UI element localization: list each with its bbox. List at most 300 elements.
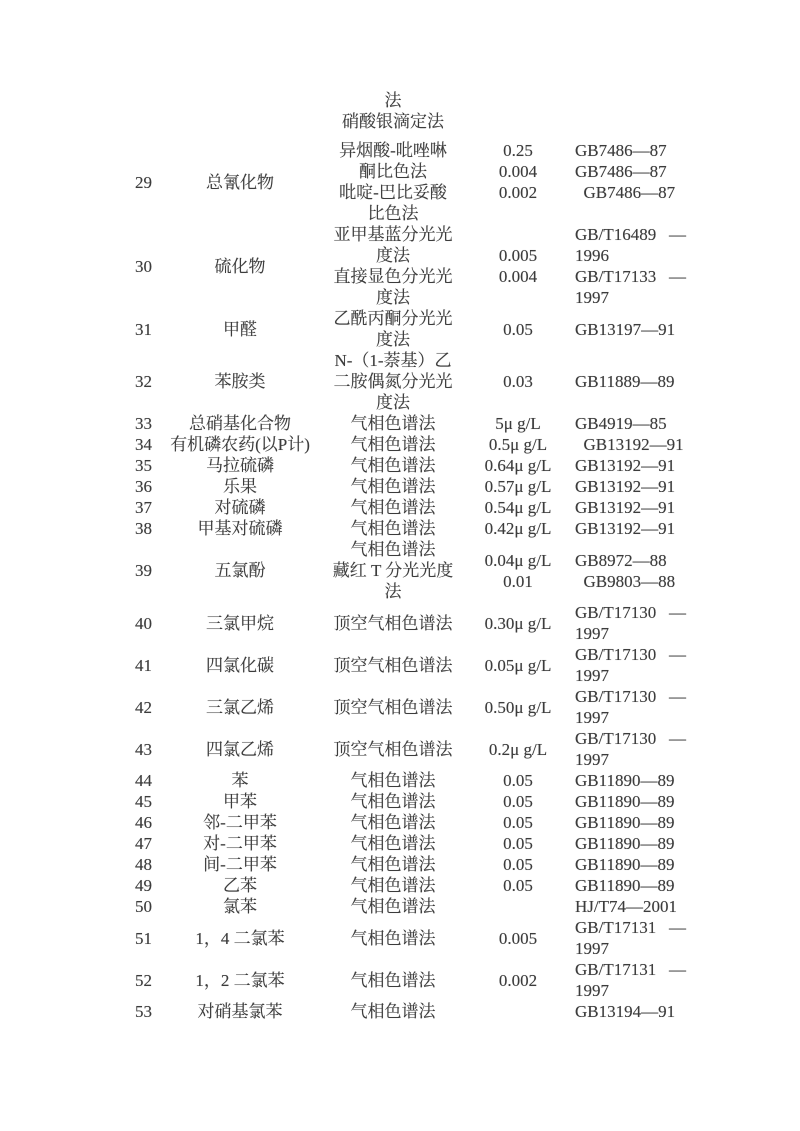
method-cell <box>313 896 473 917</box>
item-name <box>167 497 313 518</box>
item-name <box>167 1001 313 1022</box>
detection-limit-cell <box>473 140 563 224</box>
standard-code-cell-line: GB11890—89 <box>575 855 675 874</box>
row-number-text: 32 <box>135 372 152 391</box>
standard-code-cell-line: 1997 <box>575 624 609 643</box>
row-number <box>135 140 167 224</box>
item-name-text: 对硝基氯苯 <box>197 1002 283 1021</box>
standard-code-cell <box>575 959 695 1001</box>
column-spacer <box>563 791 575 812</box>
table-row <box>135 224 695 308</box>
method-cell-line: 气相色谱法 <box>350 928 436 948</box>
standard-code-cell-line: GB13192—91 <box>575 477 676 496</box>
detection-limit-cell <box>473 686 563 728</box>
detection-limit-cell-line: 0.05 <box>503 855 533 874</box>
standard-code-cell-line: GB/T17130 — <box>575 687 686 706</box>
column-spacer <box>563 413 575 434</box>
column-spacer <box>563 308 575 350</box>
table-row <box>135 539 695 602</box>
standard-code-cell-line: HJ/T74—2001 <box>575 897 677 916</box>
item-name <box>167 833 313 854</box>
detection-limit-cell-line: 0.03 <box>503 372 533 391</box>
detection-limit-cell-line: 0.04μ g/L <box>484 550 552 570</box>
standard-code-cell <box>575 770 695 791</box>
row-number-text: 42 <box>135 697 152 717</box>
standard-code-cell <box>575 434 695 455</box>
table-row <box>135 917 695 959</box>
table-row <box>135 812 695 833</box>
table-row <box>135 770 695 791</box>
standard-code-cell <box>575 875 695 896</box>
detection-limit-cell <box>473 224 563 308</box>
row-number <box>135 434 167 455</box>
standard-code-cell-line: 1997 <box>575 981 609 1000</box>
detection-limit-cell <box>473 770 563 791</box>
standard-code-cell-line: GB7486—87 <box>575 141 667 160</box>
standard-code-cell-line: 1997 <box>575 288 609 307</box>
detection-limit-cell <box>473 308 563 350</box>
item-name-text: 有机磷农药(以P计) <box>170 435 310 454</box>
standard-code-cell <box>575 350 695 413</box>
item-name-text <box>167 101 313 122</box>
standard-code-cell-line: GB8972—88 <box>575 550 667 570</box>
item-name-text: 苯 <box>231 771 249 790</box>
row-number <box>135 497 167 518</box>
detection-limit-cell <box>473 434 563 455</box>
table-row <box>135 959 695 1001</box>
standard-code-cell <box>575 90 695 132</box>
method-cell <box>313 686 473 728</box>
column-spacer <box>563 455 575 476</box>
item-name <box>167 434 313 455</box>
method-cell <box>313 434 473 455</box>
method-cell <box>313 644 473 686</box>
column-spacer <box>563 896 575 917</box>
item-name-text: 间-二甲苯 <box>203 855 277 874</box>
standard-code-cell <box>575 1001 695 1022</box>
table-row <box>135 434 695 455</box>
column-spacer <box>563 434 575 455</box>
method-cell <box>313 350 473 413</box>
detection-limit-cell-line: 0.30μ g/L <box>484 613 552 633</box>
detection-limit-cell-line: 0.2μ g/L <box>488 739 548 759</box>
detection-limit-cell-line: 0.05 <box>503 771 533 790</box>
detection-limit-cell <box>473 959 563 1001</box>
row-number <box>135 875 167 896</box>
row-number-text: 49 <box>135 876 152 895</box>
row-number <box>135 770 167 791</box>
row-number <box>135 917 167 959</box>
detection-limit-cell-line: 0.005 <box>498 928 538 948</box>
row-number <box>135 476 167 497</box>
table-row <box>135 308 695 350</box>
item-name-text: 1，2 二氯苯 <box>195 970 285 990</box>
row-number <box>135 728 167 770</box>
method-cell-line: 气相色谱法 <box>350 897 436 916</box>
detection-limit-cell <box>473 791 563 812</box>
detection-limit-cell <box>473 90 563 132</box>
row-number-text: 45 <box>135 792 152 811</box>
column-spacer <box>563 602 575 644</box>
item-name <box>167 875 313 896</box>
method-cell-line: 酮比色法 <box>359 162 427 181</box>
method-cell <box>313 539 473 602</box>
method-cell-line: 气相色谱法 <box>350 771 436 790</box>
method-cell-line: 藏红 T 分光光度 <box>332 561 454 580</box>
method-cell <box>313 413 473 434</box>
row-number-text: 37 <box>135 498 152 517</box>
row-number-text: 36 <box>135 477 152 496</box>
standard-code-cell-line: GB/T17130 — <box>575 603 686 622</box>
item-name-text: 乐果 <box>223 477 257 496</box>
item-name-text: 四氯化碳 <box>206 655 274 675</box>
row-number <box>135 308 167 350</box>
row-number <box>135 812 167 833</box>
row-number <box>135 686 167 728</box>
method-cell <box>313 518 473 539</box>
method-cell-line: 顶空气相色谱法 <box>333 613 453 633</box>
column-spacer <box>563 539 575 602</box>
standard-code-cell <box>575 539 695 602</box>
column-spacer <box>563 497 575 518</box>
method-cell-line: 气相色谱法 <box>350 519 436 538</box>
detection-limit-cell <box>473 455 563 476</box>
row-number-text: 33 <box>135 414 152 433</box>
method-cell-line: 气相色谱法 <box>350 855 436 874</box>
standard-code-cell-line: GB11890—89 <box>575 792 675 811</box>
standard-code-cell <box>575 854 695 875</box>
detection-limit-cell-line: 0.57μ g/L <box>484 477 552 496</box>
item-name <box>167 90 313 132</box>
table-row <box>135 833 695 854</box>
method-cell-line: 气相色谱法 <box>350 435 436 454</box>
item-name-text: 甲基对硫磷 <box>197 519 283 538</box>
standard-code-cell-line: GB11890—89 <box>575 813 675 832</box>
standard-code-cell <box>575 224 695 308</box>
column-spacer <box>563 518 575 539</box>
table-row <box>135 791 695 812</box>
method-cell-line: 气相色谱法 <box>350 498 436 517</box>
row-number <box>135 791 167 812</box>
standard-code-cell-line: GB13192—91 <box>575 456 676 475</box>
standard-code-cell <box>575 476 695 497</box>
column-spacer <box>563 833 575 854</box>
row-number <box>135 854 167 875</box>
column-spacer <box>563 875 575 896</box>
standard-code-cell-line: GB13192—91 <box>575 435 684 454</box>
item-name <box>167 896 313 917</box>
row-number <box>135 539 167 602</box>
row-number-text: 29 <box>135 172 152 192</box>
detection-limit-cell-line: 5μ g/L <box>495 414 541 433</box>
detection-limit-cell-line: 0.004 <box>498 162 538 181</box>
column-spacer <box>563 770 575 791</box>
item-name <box>167 917 313 959</box>
detection-limit-cell <box>473 476 563 497</box>
method-cell-line: 比色法 <box>367 204 419 223</box>
item-name <box>167 644 313 686</box>
standard-code-cell <box>575 812 695 833</box>
detection-limit-cell <box>473 917 563 959</box>
detection-limit-cell <box>473 1001 563 1022</box>
method-cell-line: 气相色谱法 <box>350 970 436 990</box>
detection-limit-cell-line: 0.05 <box>503 792 533 811</box>
row-number-text: 31 <box>135 319 152 339</box>
row-number-text: 51 <box>135 928 152 948</box>
item-name <box>167 686 313 728</box>
item-name-text: 总硝基化合物 <box>189 414 291 433</box>
table-row <box>135 518 695 539</box>
row-number-text: 53 <box>135 1002 152 1021</box>
item-name-text: 对硫磷 <box>214 498 266 517</box>
row-number <box>135 959 167 1001</box>
detection-limit-cell <box>473 539 563 602</box>
row-number-text: 35 <box>135 456 152 475</box>
row-number-text: 40 <box>135 613 152 633</box>
detection-limit-cell <box>473 875 563 896</box>
method-cell <box>313 812 473 833</box>
method-cell-line: 乙酰丙酮分光光 <box>333 309 453 328</box>
standard-code-cell-line: GB/T17133 — <box>575 267 686 286</box>
table-row <box>135 413 695 434</box>
row-number-text: 46 <box>135 813 152 832</box>
column-spacer <box>563 224 575 308</box>
detection-limit-cell-line: 0.05μ g/L <box>484 655 552 675</box>
table-row <box>135 350 695 413</box>
method-cell-line: 顶空气相色谱法 <box>333 655 453 675</box>
row-number <box>135 518 167 539</box>
item-name <box>167 413 313 434</box>
row-number <box>135 896 167 917</box>
standard-code-cell <box>575 602 695 644</box>
method-cell-line: 顶空气相色谱法 <box>333 697 453 717</box>
column-spacer <box>563 90 575 132</box>
method-cell-line: 度法 <box>376 288 410 307</box>
item-name-text: 甲苯 <box>223 792 257 811</box>
column-spacer <box>563 476 575 497</box>
method-cell-line: 气相色谱法 <box>350 477 436 496</box>
standard-code-cell-line <box>575 203 695 224</box>
item-name <box>167 518 313 539</box>
row-number <box>135 1001 167 1022</box>
method-cell-line: 气相色谱法 <box>350 540 436 559</box>
detection-limit-cell-line: 0.05 <box>503 876 533 895</box>
table-row <box>135 140 695 224</box>
method-cell-line: 气相色谱法 <box>350 1002 436 1021</box>
standard-code-cell <box>575 791 695 812</box>
standard-code-cell-line: GB13192—91 <box>575 519 676 538</box>
method-cell-line: N-（1-萘基）乙 <box>334 351 452 370</box>
item-name-text: 氯苯 <box>223 897 257 916</box>
item-name-text: 三氯乙烯 <box>206 697 274 717</box>
column-spacer <box>563 350 575 413</box>
column-spacer <box>563 728 575 770</box>
table-row <box>135 644 695 686</box>
standard-code-cell-line: GB13192—91 <box>575 498 676 517</box>
standard-code-cell <box>575 644 695 686</box>
detection-limit-cell-line <box>473 1001 563 1022</box>
method-cell-line: 度法 <box>376 393 410 412</box>
standard-code-cell-line: GB11890—89 <box>575 834 675 853</box>
method-cell <box>313 476 473 497</box>
standard-code-cell-line: GB/T17130 — <box>575 645 686 664</box>
row-number-text: 34 <box>135 435 152 454</box>
detection-limit-cell-line <box>473 101 563 122</box>
row-number-text: 41 <box>135 655 152 675</box>
method-cell-line: 亚甲基蓝分光光 <box>333 225 453 244</box>
standard-code-cell <box>575 518 695 539</box>
analysis-methods-table <box>135 90 695 1022</box>
method-cell-line: 度法 <box>376 330 410 349</box>
method-cell <box>313 90 473 132</box>
standard-code-cell-line: 1996 <box>575 246 609 265</box>
column-spacer <box>563 812 575 833</box>
row-number-text: 50 <box>135 897 152 916</box>
item-name-text: 四氯乙烯 <box>206 739 274 759</box>
standard-code-cell-line: 1997 <box>575 666 609 685</box>
method-cell-line: 二胺偶氮分光光 <box>333 372 453 391</box>
standard-code-cell-line: GB7486—87 <box>575 183 676 202</box>
detection-limit-cell-line: 0.42μ g/L <box>484 519 552 538</box>
method-cell <box>313 854 473 875</box>
table-row <box>135 854 695 875</box>
item-name-text: 对-二甲苯 <box>203 834 277 853</box>
detection-limit-cell-line: 0.50μ g/L <box>484 697 552 717</box>
row-number-text: 47 <box>135 834 152 853</box>
detection-limit-cell <box>473 896 563 917</box>
row-number-text: 43 <box>135 739 152 759</box>
table-row <box>135 90 695 132</box>
standard-code-cell-line: GB11890—89 <box>575 771 675 790</box>
detection-limit-cell-line <box>473 203 563 224</box>
method-cell <box>313 875 473 896</box>
method-cell <box>313 602 473 644</box>
detection-limit-cell <box>473 413 563 434</box>
detection-limit-cell-line: 0.002 <box>498 183 538 202</box>
method-cell-line: 气相色谱法 <box>350 456 436 475</box>
row-number-text: 44 <box>135 771 152 790</box>
detection-limit-cell-line: 0.002 <box>498 970 538 990</box>
item-name <box>167 959 313 1001</box>
standard-code-cell <box>575 140 695 224</box>
method-cell-line: 气相色谱法 <box>350 876 436 895</box>
method-cell <box>313 224 473 308</box>
item-name-text: 总氰化物 <box>206 172 274 192</box>
detection-limit-cell-line <box>473 287 563 308</box>
standard-code-cell-line: GB11889—89 <box>575 372 675 391</box>
row-number <box>135 455 167 476</box>
standard-code-cell <box>575 497 695 518</box>
item-name <box>167 140 313 224</box>
row-number-text: 39 <box>135 561 152 580</box>
item-name <box>167 455 313 476</box>
method-cell-line: 气相色谱法 <box>350 834 436 853</box>
method-cell-line: 法 <box>384 91 402 110</box>
detection-limit-cell <box>473 518 563 539</box>
row-number <box>135 413 167 434</box>
standard-code-cell-line: GB11890—89 <box>575 876 675 895</box>
method-cell <box>313 1001 473 1022</box>
standard-code-cell-line: 1997 <box>575 708 609 727</box>
detection-limit-cell-line: 0.05 <box>503 834 533 853</box>
detection-limit-cell <box>473 812 563 833</box>
method-cell <box>313 497 473 518</box>
row-number-text: 48 <box>135 855 152 874</box>
table-row <box>135 728 695 770</box>
table-row <box>135 896 695 917</box>
row-number-text: 30 <box>135 256 152 276</box>
column-spacer <box>563 644 575 686</box>
item-name-text: 硫化物 <box>214 256 266 276</box>
column-spacer <box>563 140 575 224</box>
method-cell-line: 顶空气相色谱法 <box>333 739 453 759</box>
row-number <box>135 224 167 308</box>
detection-limit-cell-line: 0.005 <box>498 246 538 265</box>
method-cell <box>313 308 473 350</box>
item-name <box>167 224 313 308</box>
column-spacer <box>563 1001 575 1022</box>
detection-limit-cell-line: 0.5μ g/L <box>488 435 548 454</box>
detection-limit-cell <box>473 644 563 686</box>
column-spacer <box>563 686 575 728</box>
standard-code-cell-line: GB/T17130 — <box>575 729 686 748</box>
item-name-text: 邻-二甲苯 <box>203 813 277 832</box>
standard-code-cell <box>575 413 695 434</box>
column-spacer <box>563 854 575 875</box>
item-name <box>167 812 313 833</box>
table-row <box>135 455 695 476</box>
method-cell-line: 度法 <box>376 246 410 265</box>
detection-limit-cell <box>473 602 563 644</box>
standard-code-cell-line: GB13194—91 <box>575 1002 676 1021</box>
detection-limit-cell <box>473 497 563 518</box>
detection-limit-cell <box>473 350 563 413</box>
standard-code-cell <box>575 686 695 728</box>
method-cell <box>313 959 473 1001</box>
method-cell-line: 气相色谱法 <box>350 813 436 832</box>
method-cell-line: 气相色谱法 <box>350 792 436 811</box>
standard-code-cell <box>575 833 695 854</box>
detection-limit-cell <box>473 854 563 875</box>
standard-code-cell-line: GB/T17131 — <box>575 960 686 979</box>
item-name-text: 乙苯 <box>223 876 257 895</box>
item-name-text: 甲醛 <box>223 319 257 339</box>
method-cell <box>313 917 473 959</box>
detection-limit-cell <box>473 728 563 770</box>
method-cell-line: 气相色谱法 <box>350 414 436 433</box>
row-number <box>135 602 167 644</box>
row-number <box>135 90 167 132</box>
item-name-text: 苯胺类 <box>214 372 266 391</box>
method-cell-line: 硝酸银滴定法 <box>342 112 444 131</box>
table-row <box>135 476 695 497</box>
item-name <box>167 476 313 497</box>
detection-limit-cell-line: 0.004 <box>498 267 538 286</box>
item-name <box>167 791 313 812</box>
column-spacer <box>563 959 575 1001</box>
table-row <box>135 875 695 896</box>
standard-code-cell <box>575 917 695 959</box>
item-name <box>167 350 313 413</box>
standard-code-cell-line: GB7486—87 <box>575 162 667 181</box>
table-row <box>135 602 695 644</box>
standard-code-cell-line: 1997 <box>575 750 609 769</box>
method-cell-line: 吡啶-巴比妥酸 <box>339 183 447 202</box>
detection-limit-cell-line: 0.05 <box>503 813 533 832</box>
row-number-text: 38 <box>135 519 152 538</box>
detection-limit-cell-line: 0.05 <box>503 319 533 339</box>
detection-limit-cell <box>473 833 563 854</box>
